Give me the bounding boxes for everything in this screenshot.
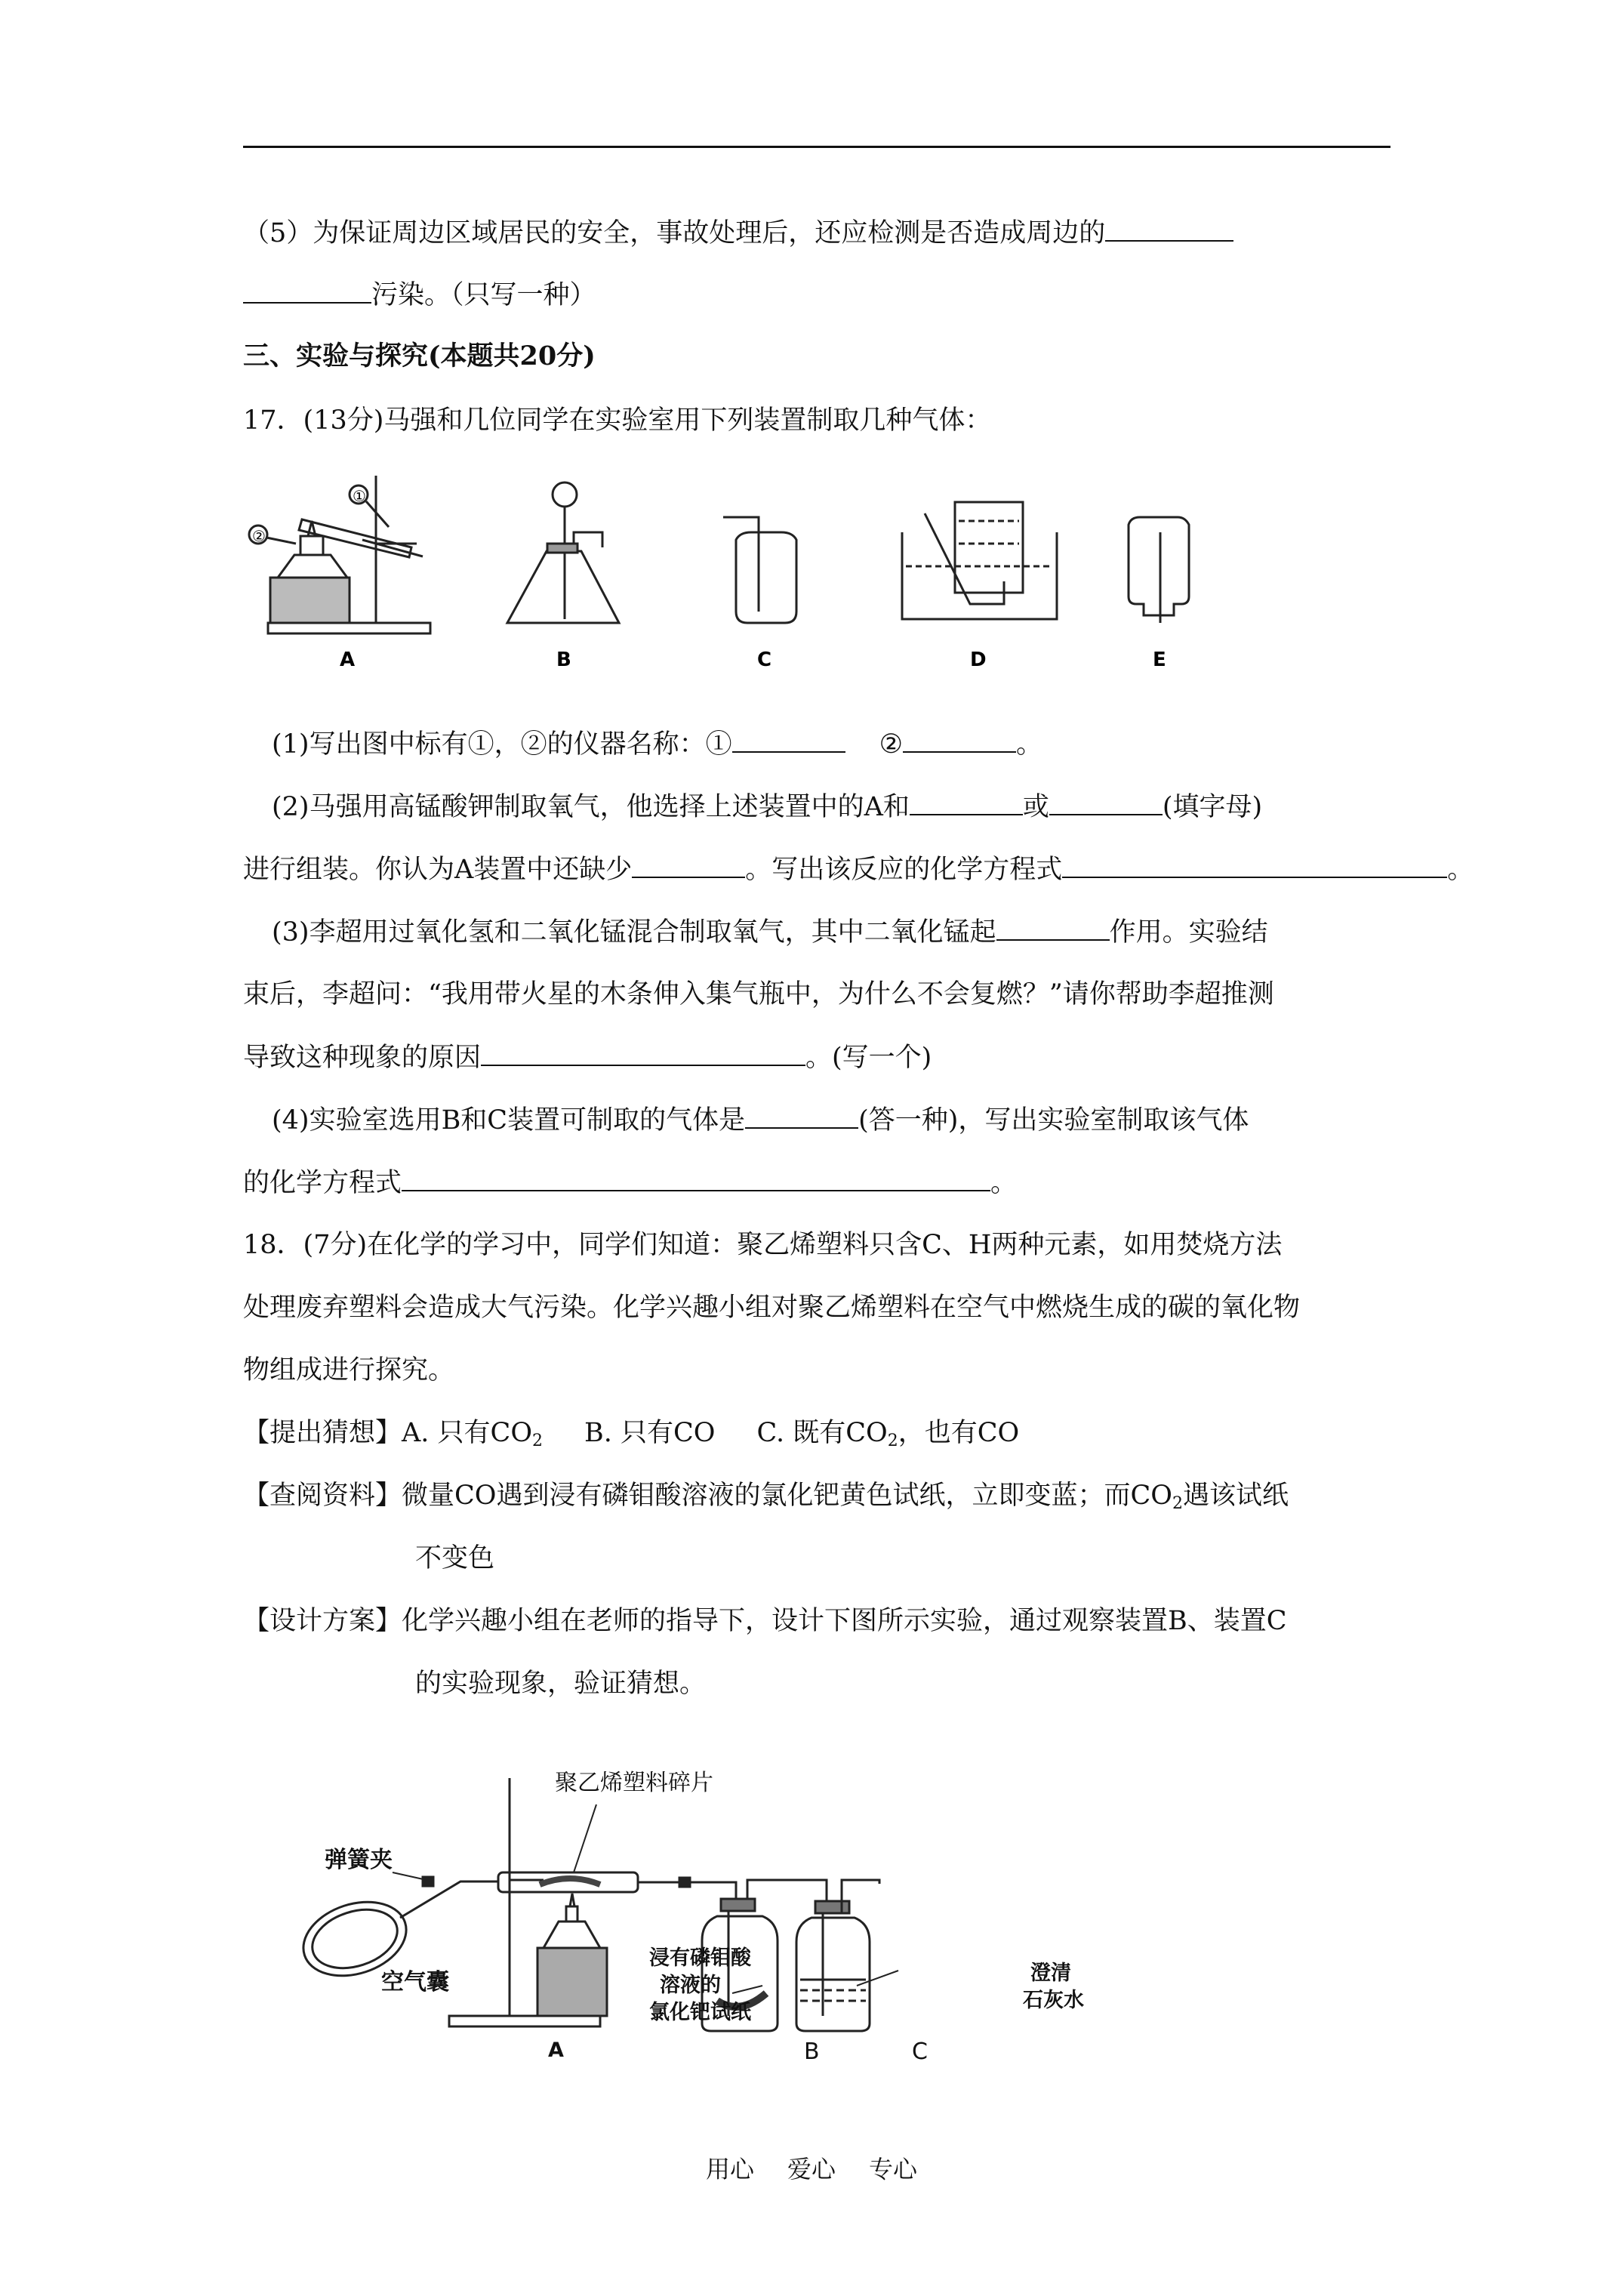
design-tag: 【设计方案】 (243, 1606, 402, 1636)
q16-5-text: （5）为保证周边区域居民的安全，事故处理后，还应检测是否造成周边的 (243, 218, 1106, 248)
q17-part2-text: (2)马强用高锰酸钾制取氧气，他选择上述装置中的A和 (272, 792, 910, 822)
apparatus-c (723, 517, 796, 623)
bottle-c (796, 1918, 870, 2031)
answer-blank[interactable] (996, 914, 1110, 941)
q17-part3-line2: 束后，李超问：“我用带火星的木条伸入集气瓶中，为什么不会复燃？”请你帮助李超推测 (243, 979, 1274, 1009)
q17-part1-end: 。 (1015, 729, 1042, 760)
q18-info-line2: 不变色 (415, 1543, 495, 1573)
q16-5-text-2: 污染。（只写一种） (371, 280, 596, 310)
q18-info (243, 1478, 1289, 1522)
q17-part4-text-2: (答一种)，写出实验室制取该气体 (858, 1105, 1249, 1136)
apparatus-d (902, 502, 1057, 619)
label-paper-3: 氯化钯试纸 (649, 2001, 751, 2024)
guess-c-sub: 2 (887, 1432, 898, 1450)
q17-stem: 17．(13分)马强和几位同学在实验室用下列装置制取几种气体： (243, 405, 992, 436)
answer-blank[interactable] (632, 851, 745, 878)
info-text: 微量CO遇到浸有磷钼酸溶液的氯化钯黄色试纸，立即变蓝；而CO (402, 1481, 1172, 1511)
label-paper (649, 1945, 751, 2026)
q17-part1-mark2: ② (879, 729, 903, 760)
q17-part2-text-2: 进行组装。你认为A装置中还缺少 (243, 855, 633, 885)
q17-part1-text: (1)写出图中标有①，②的仪器名称：① (272, 729, 732, 760)
q17-part2-text-3: 。写出该反应的化学方程式 (745, 855, 1063, 885)
apparatus-e (1129, 517, 1189, 623)
q17-part2-line2 (243, 851, 1474, 888)
q17-part2-hint: (填字母) (1162, 792, 1263, 822)
label-a: A (340, 649, 356, 671)
q17-part3-line1 (272, 914, 1268, 951)
footer-word-3: 专心 (869, 2155, 918, 2184)
apparatus-b (507, 482, 619, 623)
answer-blank[interactable] (481, 1039, 805, 1066)
label-lime-2: 石灰水 (1023, 1989, 1084, 2012)
q17-part4-end: 。 (990, 1168, 1018, 1198)
label-fig2-b: B (804, 2039, 820, 2065)
guess-b: B. 只有CO (584, 1418, 716, 1448)
q17-part4-line2 (243, 1164, 1017, 1201)
guess-c-2: ，也有CO (898, 1418, 1020, 1448)
q17-part1 (272, 726, 1042, 763)
guess-a-sub: 2 (532, 1432, 544, 1450)
label-lime-1: 澄清 (1030, 1962, 1071, 1985)
q17-part4-text-3: 的化学方程式 (243, 1168, 402, 1198)
combustion-tube (498, 1872, 638, 1892)
label-e: E (1153, 649, 1166, 671)
q18-stem-1: 18．(7分)在化学的学习中，同学们知道：聚乙烯塑料只含C、H两种元素，如用焚烧方法 (243, 1230, 1283, 1260)
label-fig2-c: C (912, 2039, 928, 2065)
label-clip: 弹簧夹 (325, 1847, 393, 1873)
info-text-2: 遇该试纸 (1182, 1481, 1289, 1511)
q17-part3-text-2: 作用。实验结 (1109, 917, 1268, 948)
label-paper-1: 浸有磷钼酸 (649, 1946, 751, 1970)
guess-a: A. 只有CO (402, 1418, 533, 1448)
q17-part2-end: 。 (1447, 855, 1474, 885)
q18-design-line2: 的实验现象，验证猜想。 (415, 1669, 707, 1699)
q17-part4-text: (4)实验室选用B和C装置可制取的气体是 (272, 1105, 746, 1136)
answer-blank[interactable] (1049, 788, 1163, 815)
q18-guess (243, 1415, 1019, 1459)
q18-stem-2: 处理废弃塑料会造成大气污染。化学兴趣小组对聚乙烯塑料在空气中燃烧生成的碳的氧化物 (243, 1293, 1301, 1323)
answer-blank[interactable] (1105, 214, 1233, 242)
answer-blank[interactable] (243, 276, 371, 304)
air-tube (400, 1881, 498, 1918)
design-text: 化学兴趣小组在老师的指导下，设计下图所示实验，通过观察装置B、装置C (402, 1606, 1287, 1636)
section-title: 三、实验与探究(本题共20分) (243, 341, 596, 371)
q17-part3-line3 (243, 1039, 932, 1076)
answer-blank[interactable] (1062, 851, 1447, 878)
label-c: C (757, 649, 772, 671)
info-sub: 2 (1172, 1494, 1183, 1513)
answer-blank[interactable] (402, 1164, 990, 1191)
answer-blank[interactable] (745, 1102, 858, 1129)
label-b: B (556, 649, 571, 671)
answer-blank[interactable] (732, 726, 845, 753)
q16-5-line2 (243, 276, 596, 313)
label-lime (1023, 1960, 1084, 2014)
q17-part3-text: (3)李超用过氧化氢和二氧化锰混合制取氧气，其中二氧化锰起 (272, 917, 996, 948)
footer-word-1: 用心 (705, 2155, 754, 2184)
label-d: D (970, 649, 987, 671)
guess-c: C. 既有CO (756, 1418, 888, 1448)
stand-base (449, 2016, 600, 2026)
header-rule (243, 146, 1390, 148)
q17-part3-end: 。(写一个) (805, 1043, 932, 1073)
label-bag: 空气囊 (381, 1969, 449, 1996)
q16-5-line1 (243, 214, 1233, 251)
q17-part3-text-3: 导致这种现象的原因 (243, 1043, 482, 1073)
label-fig2-a: A (548, 2039, 564, 2062)
q17-apparatus-figure (242, 468, 1223, 687)
footer-word-2: 爱心 (787, 2155, 836, 2184)
apparatus-a (249, 476, 430, 633)
q17-part2-or: 或 (1022, 792, 1049, 822)
mark-1: ① (353, 487, 366, 505)
guess-tag: 【提出猜想】 (243, 1418, 402, 1448)
label-plastic: 聚乙烯塑料碎片 (555, 1770, 713, 1796)
q17-part2-line1 (272, 788, 1262, 825)
answer-blank[interactable] (910, 788, 1023, 815)
info-tag: 【查阅资料】 (243, 1481, 402, 1511)
spring-clip[interactable] (423, 1877, 433, 1886)
q17-part4-line1 (272, 1102, 1249, 1139)
q18-design (243, 1603, 1287, 1639)
mark-2: ② (252, 527, 266, 545)
page-footer (0, 2150, 1623, 2185)
q18-stem-3: 物组成进行探究。 (243, 1355, 455, 1385)
answer-blank[interactable] (903, 726, 1016, 753)
label-paper-2: 溶液的 (660, 1974, 721, 1997)
